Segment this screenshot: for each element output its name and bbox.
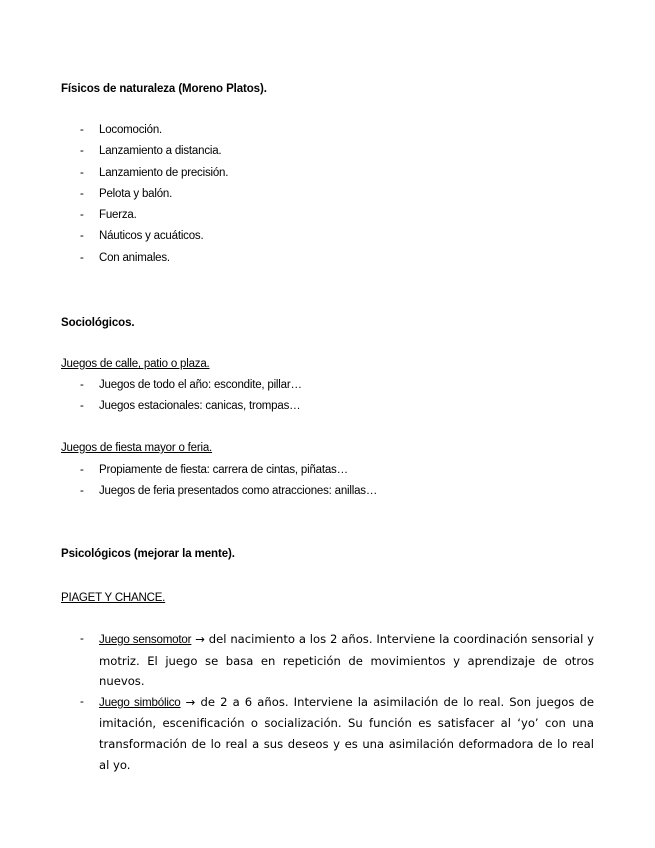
list-item-text: Locomoción. [99, 124, 163, 136]
list-item-text: Juegos de feria presentados como atracciones: anillas… [99, 485, 378, 498]
bullet-dash: - [80, 166, 84, 179]
list-item-text: Propiamente de fiesta: carrera de cintas, piñatas… [99, 464, 348, 476]
bullet-dash: - [80, 187, 84, 200]
term-simbolico: Juego simbólico [99, 695, 181, 709]
list-item-text: Fuerza. [99, 209, 137, 222]
paragraph-body [99, 692, 594, 775]
term-description: → del nacimiento a los 2 años. Interviene la coordinación sensorial y motriz. El juego se basa en repetición de movimientos y aprendizaje de otros nuevos. [99, 632, 595, 689]
list-psicologicos [0, 629, 594, 775]
bullet-dash: - [80, 230, 84, 243]
term-sensomotor: Juego sensomotor [99, 633, 192, 646]
list-item [0, 629, 594, 692]
list-item-text: Juegos de todo el año: escondite, pillar… [99, 379, 302, 391]
list-item-text: Pelota y balón. [99, 187, 173, 200]
section-heading-psicologicos: Psicológicos (mejorar la mente). [61, 548, 235, 560]
list-item [0, 692, 594, 775]
section-heading-sociologicos: Sociológicos. [61, 317, 135, 329]
list-item-text: Juegos estacionales: canicas, trompas… [99, 400, 301, 413]
bullet-dash: - [80, 209, 84, 222]
subheading-piaget: PIAGET Y CHANCE. [61, 592, 166, 604]
list-item-text: Lanzamiento a distancia. [99, 145, 222, 158]
bullet-dash: - [80, 379, 84, 391]
bullet-dash: - [80, 632, 84, 645]
list-item-text: Con animales. [99, 251, 170, 264]
term-description: → de 2 a 6 años. Interviene la asimilación de lo real. Son juegos de imitación, escenificación o socialización. Su función es satisfacer al ‘yo’ con una transformación de lo real a sus deseos y es una asimilación deformadora de lo real al yo. [99, 694, 594, 772]
group-title-feria: Juegos de fiesta mayor o feria. [61, 442, 213, 454]
group-title-calle: Juegos de calle, patio o plaza. [61, 358, 210, 370]
bullet-dash: - [80, 485, 84, 498]
bullet-dash: - [80, 124, 84, 136]
bullet-dash: - [80, 694, 84, 708]
list-item-text: Náuticos y acuáticos. [99, 230, 204, 243]
section-heading-fisicos: Físicos de naturaleza (Moreno Platos). [61, 83, 267, 95]
paragraph-body [99, 629, 594, 692]
bullet-dash: - [80, 251, 84, 264]
bullet-dash: - [80, 145, 84, 158]
bullet-dash: - [80, 464, 84, 476]
bullet-dash: - [80, 400, 84, 413]
list-item-text: Lanzamiento de precisión. [99, 166, 229, 179]
